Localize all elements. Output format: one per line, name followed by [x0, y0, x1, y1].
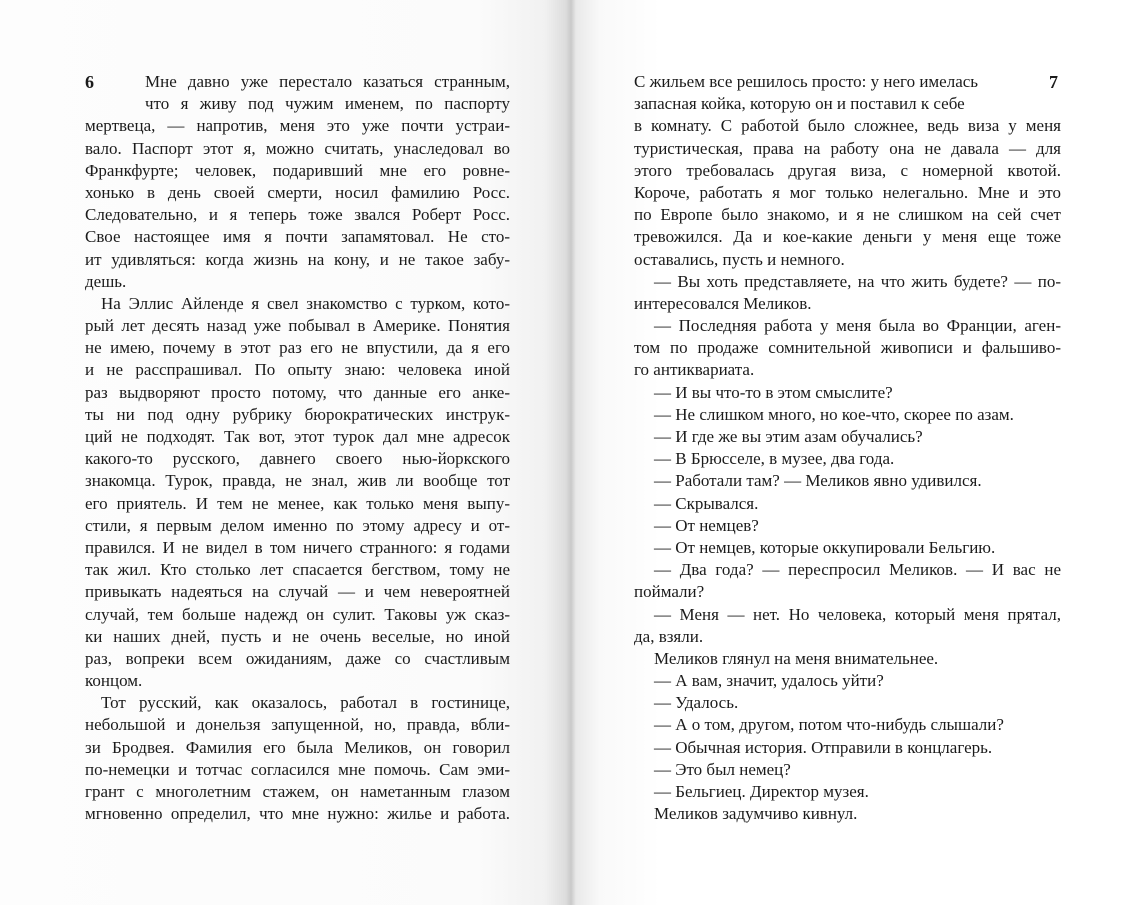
text-line: — От немцев, которые оккупировали Бельгию. [654, 537, 996, 557]
text-line: что я живу под чужим именем, по паспорту [145, 94, 510, 114]
text-line: — Последняя работа у меня была во Франции, аген- [654, 316, 1061, 336]
text-line: да, взяли. [634, 626, 704, 646]
text-line: зи Бродвея. Фамилия его была Меликов, он говорил [85, 737, 510, 757]
text-line: мгновенно определил, что мне нужно: жилье и работа. [85, 804, 510, 824]
text-line: ты ни под одну рубрику бюрократических инструк- [85, 404, 510, 424]
text-line: — Вы хоть представляете, на что жить будете? — по- [654, 271, 1061, 291]
text-line: интересовался Меликов. [634, 293, 812, 313]
text-line: грант с многолетним стажем, он наметанным глазом [85, 782, 510, 801]
page-number-left: 6 [85, 72, 94, 92]
text-line: На Эллис Айленде я свел знакомство с турком, кото- [101, 293, 510, 313]
text-line: ит удивляться: когда жизнь на кону, и не такое забу- [85, 249, 510, 269]
text-line: — Работали там? — Меликов явно удивился. [654, 471, 982, 491]
text-line: Мне давно уже перестало казаться странным, [145, 72, 510, 91]
text-line: том по продаже сомнительной живописи и фальшиво- [634, 338, 1061, 358]
text-line: по-немецки и тотчас согласился мне помочь. Сам эми- [85, 759, 510, 779]
text-line: дешь. [85, 271, 127, 291]
text-line: какого-то русского, давнего своего нью-йоркского [85, 449, 510, 469]
right-page-text [634, 71, 1061, 825]
text-line: и не расспрашивал. По опыту знаю: человека иной [85, 360, 510, 380]
text-line: Короче, работать я мог только нелегально. Мне и это [634, 182, 1061, 202]
text-line: раз, вопреки всем ожиданиям, даже со счастливым [85, 648, 510, 668]
text-line: Тот русский, как оказалось, работал в гостинице, [101, 693, 510, 713]
text-line: го антиквариата. [634, 360, 755, 380]
text-line: рый лет десять назад уже побывал в Америке. Понятия [85, 316, 510, 336]
text-line: по Европе было знакомо, и я не слишком на сей счет [634, 205, 1061, 225]
text-line: — Два года? — переспросил Меликов. — И вас не [654, 560, 1061, 580]
text-line: — Бельгиец. Директор музея. [654, 782, 869, 801]
text-line: так жил. Кто столько лет спасается бегством, тому не [85, 560, 510, 580]
text-line: концом. [85, 671, 143, 691]
text-line: Франкфурте; человек, подаривший мне его ровне- [85, 160, 510, 180]
text-line: привыкать надеяться на случай — и чем невероятней [85, 582, 510, 602]
text-line: — Это был немец? [654, 759, 791, 779]
text-line: мертвеца, — напротив, меня это уже почти устраи- [85, 116, 510, 136]
text-line: тревожился. Да и кое-какие деньги у меня еще тоже [634, 227, 1061, 247]
text-line: небольшой и донельзя запущенной, но, правда, вбли- [85, 715, 510, 735]
text-line: правился. И не видел в том ничего странного: я годами [85, 537, 510, 557]
text-line: оставались, пусть и немного. [634, 249, 845, 269]
text-line: Меликов задумчиво кивнул. [654, 804, 858, 824]
text-line: случай, тем больше надежд он сулит. Таковы уж сказ- [85, 604, 510, 624]
left-page-text [85, 71, 510, 825]
text-line: — Удалось. [654, 693, 739, 713]
text-line: ки наших дней, пусть и не очень веселые, но иной [85, 626, 510, 646]
text-line: — Меня — нет. Но человека, который меня прятал, [654, 604, 1061, 624]
text-line: С жильем все решилось просто: у него имелась [634, 72, 979, 91]
text-line: — От немцев? [654, 515, 759, 535]
text-line: запасная койка, которую он и поставил к себе [634, 94, 965, 114]
text-line: — А о том, другом, потом что-нибудь слышали? [654, 715, 1004, 735]
text-line: — Не слишком много, но кое-что, скорее по азам. [654, 404, 1014, 424]
text-line: туристическая, права на работу она не давала — для [634, 138, 1061, 158]
text-line: Свое настоящее имя я почти запамятовал. Не сто- [85, 227, 510, 247]
text-line: раз выдворяют просто потому, что данные его анке- [85, 382, 510, 402]
text-line: ций не подходят. Так вот, этот турок дал мне адресок [85, 427, 510, 446]
text-line: не имею, почему в этот раз его не впустили, да я его [85, 338, 510, 358]
text-line: этого требовалась другая виза, с номерной квотой. [634, 160, 1061, 180]
text-line: вало. Паспорт этот я, можно считать, унаследовал во [85, 138, 510, 158]
text-line: — А вам, значит, удалось уйти? [654, 671, 884, 691]
text-line: стили, я первым делом именно по этому адресу и от- [85, 515, 510, 535]
text-line: Следовательно, и я теперь тоже звался Роберт Росс. [85, 205, 510, 225]
text-line: — В Брюсселе, в музее, два года. [654, 449, 895, 469]
text-line: — Обычная история. Отправили в концлагерь. [654, 737, 993, 757]
page-number-right: 7 [1049, 72, 1058, 92]
text-line: его приятель. И тем не менее, как только меня выпу- [85, 493, 510, 513]
text-line: — И вы что-то в этом смыслите? [654, 382, 893, 402]
text-line: знакомца. Турок, правда, не знал, жив ли вообще тот [85, 471, 510, 491]
text-line: поймали? [634, 582, 705, 602]
text-line: — И где же вы этим азам обучались? [654, 427, 923, 446]
text-line: — Скрывался. [654, 493, 759, 513]
text-line: в комнату. С работой было сложнее, ведь виза у меня [634, 116, 1061, 136]
text-line: хонько в день своей смерти, носил фамилию Росс. [85, 182, 510, 202]
text-line: Меликов глянул на меня внимательнее. [654, 648, 939, 668]
